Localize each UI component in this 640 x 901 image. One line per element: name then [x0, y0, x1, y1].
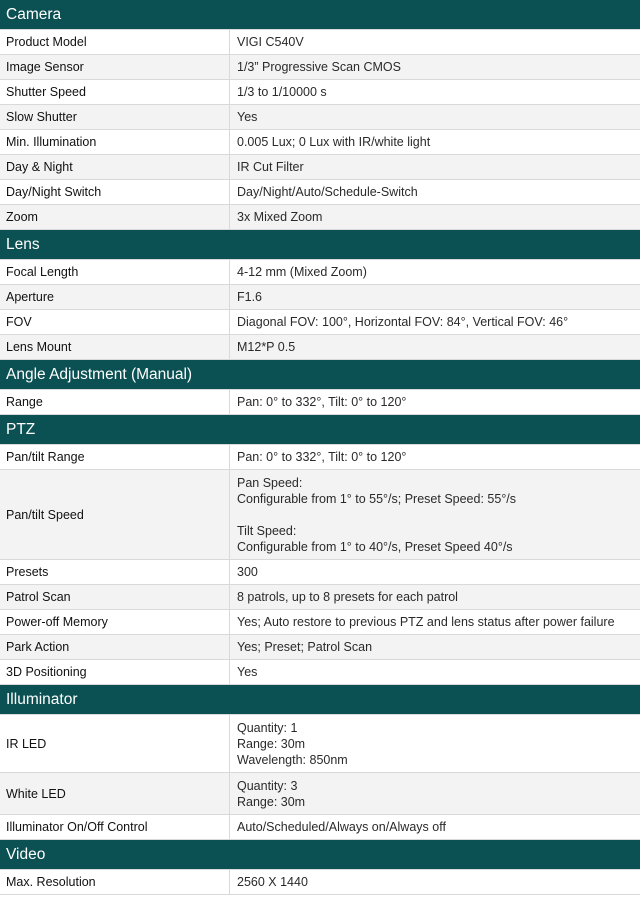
spec-row-min-illumination [0, 130, 640, 155]
section-video [0, 840, 640, 895]
spec-value-line: Pan Speed: [237, 475, 303, 490]
spec-value-line: 4-12 mm (Mixed Zoom) [237, 265, 367, 279]
spec-label: Max. Resolution [0, 870, 230, 894]
spec-value-line: 3x Mixed Zoom [237, 210, 323, 224]
spec-value [230, 55, 640, 79]
spec-value-line: Yes; Preset; Patrol Scan [237, 640, 373, 654]
spec-value [230, 715, 640, 772]
spec-row-focal-length [0, 260, 640, 285]
section-angle-adjustment-manual [0, 360, 640, 415]
spec-row-illuminator-on-off-control [0, 815, 640, 840]
section-title: Video [0, 840, 640, 870]
spec-row-patrol-scan [0, 585, 640, 610]
spec-label: Pan/tilt Speed [0, 470, 230, 559]
spec-value-line: Auto/Scheduled/Always on/Always off [237, 820, 446, 834]
spec-value-line: 8 patrols, up to 8 presets for each patrol [237, 590, 458, 604]
spec-row-lens-mount [0, 335, 640, 360]
spec-row-power-off-memory [0, 610, 640, 635]
section-title: Lens [0, 230, 640, 260]
spec-row-park-action [0, 635, 640, 660]
spec-label: Zoom [0, 205, 230, 229]
spec-value-line: Pan: 0° to 332°, Tilt: 0° to 120° [237, 450, 407, 464]
spec-value-line: F1.6 [237, 290, 263, 304]
spec-row-fov [0, 310, 640, 335]
spec-label: Range [0, 390, 230, 414]
spec-label: White LED [0, 773, 230, 814]
spec-row-pan-tilt-speed [0, 470, 640, 560]
spec-label: Lens Mount [0, 335, 230, 359]
spec-value [230, 260, 640, 284]
spec-value-line: Diagonal FOV: 100°, Horizontal FOV: 84°, Vertical FOV: 46° [237, 315, 569, 329]
spec-value-line: Configurable from 1° to 40°/s, Preset Speed 40°/s [237, 539, 513, 554]
spec-label: Product Model [0, 30, 230, 54]
section-title: Camera [0, 0, 640, 30]
spec-value [230, 285, 640, 309]
spec-label: Patrol Scan [0, 585, 230, 609]
spec-value [230, 610, 640, 634]
spec-label: Power-off Memory [0, 610, 230, 634]
spec-value-line: Range: 30m [237, 736, 306, 751]
spec-label: Focal Length [0, 260, 230, 284]
spec-label: IR LED [0, 715, 230, 772]
spec-value-line: Yes [237, 110, 258, 124]
spec-value [230, 773, 640, 814]
spec-value [230, 80, 640, 104]
spec-label: Park Action [0, 635, 230, 659]
spec-row-day-night [0, 155, 640, 180]
spec-label: Presets [0, 560, 230, 584]
spec-label: Slow Shutter [0, 105, 230, 129]
spec-row-aperture [0, 285, 640, 310]
section-title: Illuminator [0, 685, 640, 715]
section-lens [0, 230, 640, 360]
spec-row-shutter-speed [0, 80, 640, 105]
spec-label: Aperture [0, 285, 230, 309]
spec-label: Pan/tilt Range [0, 445, 230, 469]
spec-value-line: Range: 30m [237, 794, 306, 809]
spec-value [230, 815, 640, 839]
spec-value [230, 870, 640, 894]
spec-row-pan-tilt-range [0, 445, 640, 470]
spec-value-line: Configurable from 1° to 55°/s; Preset Speed: 55°/s [237, 491, 517, 506]
spec-value [230, 180, 640, 204]
spec-row-image-sensor [0, 55, 640, 80]
spec-row-day-night-switch [0, 180, 640, 205]
spec-label: Shutter Speed [0, 80, 230, 104]
spec-value-line: Wavelength: 850nm [237, 752, 348, 767]
spec-label: Min. Illumination [0, 130, 230, 154]
spec-value [230, 660, 640, 684]
spec-row-slow-shutter [0, 105, 640, 130]
section-illuminator [0, 685, 640, 840]
spec-value-line: Tilt Speed: [237, 523, 297, 538]
spec-value [230, 130, 640, 154]
spec-value [230, 155, 640, 179]
section-ptz [0, 415, 640, 685]
spec-value [230, 30, 640, 54]
spec-row-range [0, 390, 640, 415]
spec-value [230, 585, 640, 609]
spec-row-presets [0, 560, 640, 585]
spec-value-line: Quantity: 3 [237, 778, 298, 793]
spec-value-line: 1/3 to 1/10000 s [237, 85, 327, 99]
spec-value-line: Yes [237, 665, 258, 679]
spec-value [230, 560, 640, 584]
section-title: Angle Adjustment (Manual) [0, 360, 640, 390]
spec-value-line: VIGI C540V [237, 35, 304, 49]
spec-value [230, 445, 640, 469]
spec-label: Image Sensor [0, 55, 230, 79]
spec-value [230, 635, 640, 659]
spec-label: 3D Positioning [0, 660, 230, 684]
spec-value [230, 310, 640, 334]
spec-row-product-model [0, 30, 640, 55]
spec-value [230, 205, 640, 229]
spec-value [230, 470, 640, 559]
spec-value-line: 2560 X 1440 [237, 875, 308, 889]
spec-value-line: 0.005 Lux; 0 Lux with IR/white light [237, 135, 431, 149]
section-camera [0, 0, 640, 230]
spec-value-line: 300 [237, 565, 258, 579]
spec-value-line: M12*P 0.5 [237, 340, 296, 354]
spec-value [230, 335, 640, 359]
spec-label: FOV [0, 310, 230, 334]
spec-label: Illuminator On/Off Control [0, 815, 230, 839]
spec-value-line: Quantity: 1 [237, 720, 298, 735]
spec-row-max-resolution [0, 870, 640, 895]
spec-value-line: 1/3” Progressive Scan CMOS [237, 60, 401, 74]
section-title: PTZ [0, 415, 640, 445]
spec-value-line [237, 507, 516, 523]
spec-value [230, 390, 640, 414]
spec-value-line: Yes; Auto restore to previous PTZ and lens status after power failure [237, 615, 615, 629]
spec-label: Day/Night Switch [0, 180, 230, 204]
spec-row-ir-led [0, 715, 640, 773]
spec-value-line: IR Cut Filter [237, 160, 304, 174]
spec-row-white-led [0, 773, 640, 815]
spec-value-line: Day/Night/Auto/Schedule-Switch [237, 185, 418, 199]
spec-value [230, 105, 640, 129]
spec-row-3d-positioning [0, 660, 640, 685]
spec-label: Day & Night [0, 155, 230, 179]
spec-value-line: Pan: 0° to 332°, Tilt: 0° to 120° [237, 395, 407, 409]
spec-row-zoom [0, 205, 640, 230]
